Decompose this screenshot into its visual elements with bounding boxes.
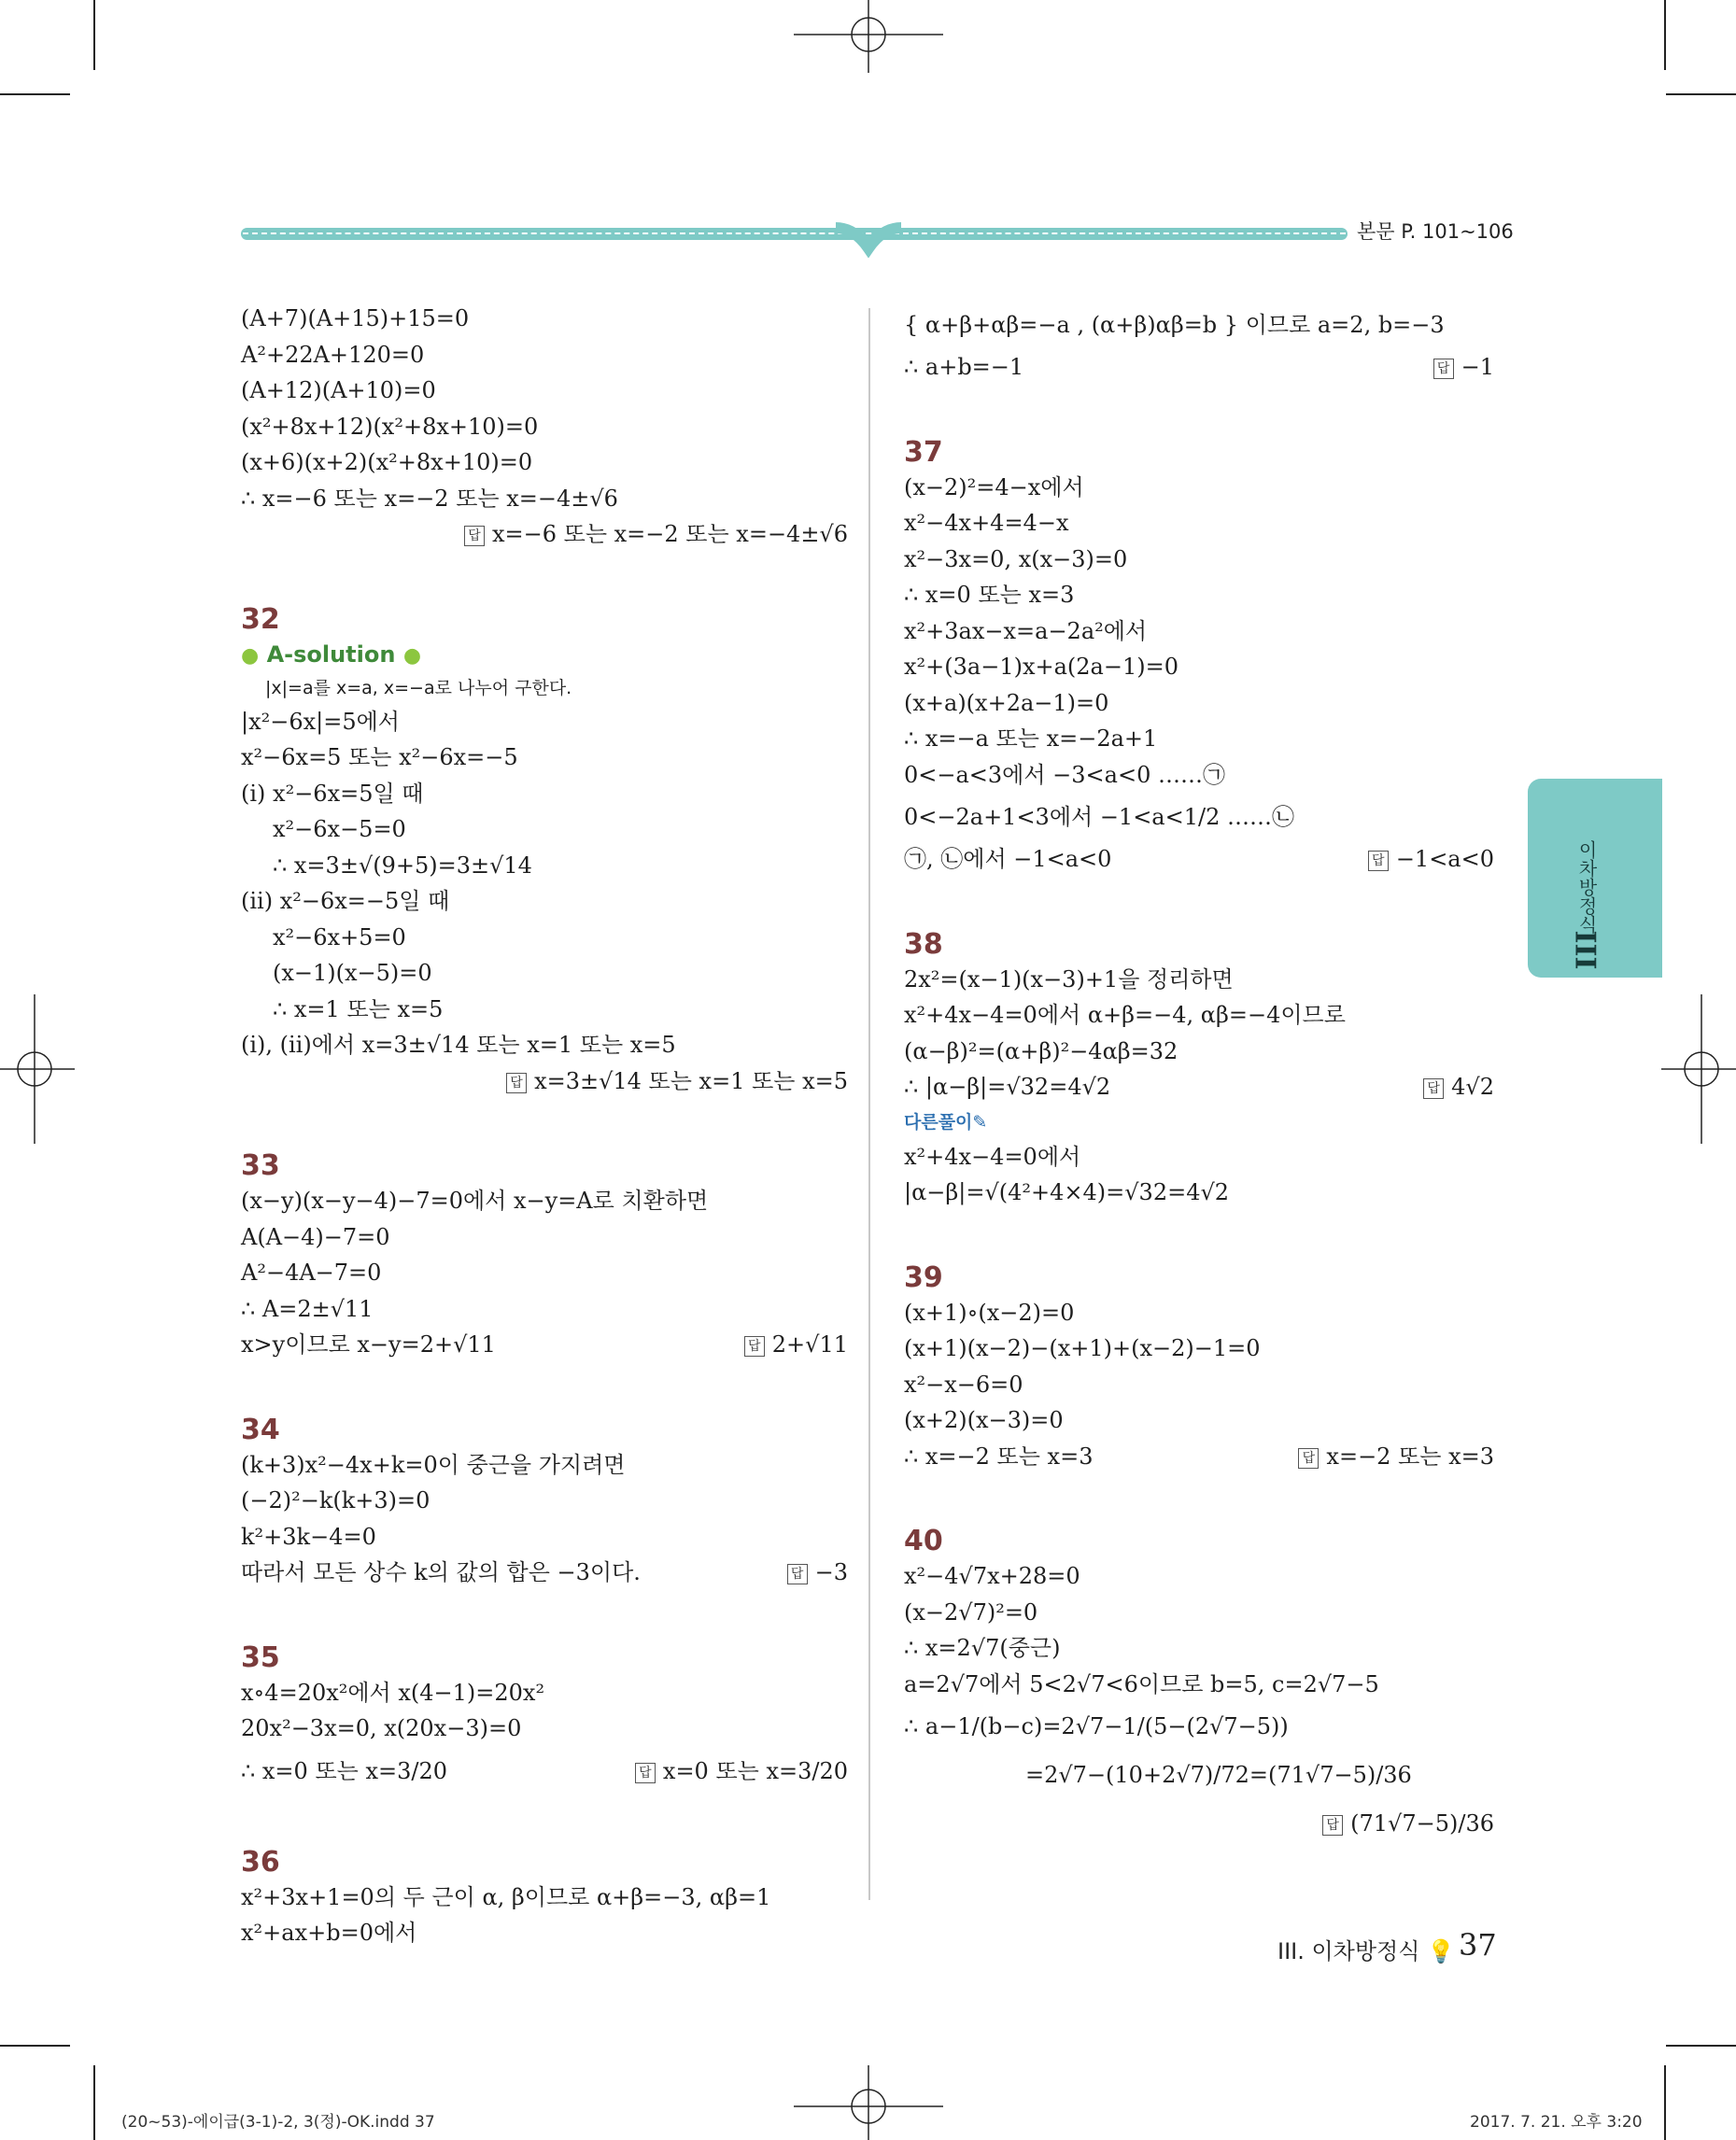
- solution-line: 2x²=(x−1)(x−3)+1을 정리하면: [904, 965, 1234, 993]
- solution-line: ∴ x=−2 또는 x=3 답 x=−2 또는 x=3: [904, 1439, 1494, 1475]
- problem-36-continued: [904, 301, 1494, 386]
- answer-line: [241, 516, 848, 553]
- solution-line: ㉠, ㉡에서 −1<a<0 답 −1<a<0: [904, 841, 1494, 878]
- solution-line: (−2)²−k(k+3)=0: [241, 1487, 430, 1513]
- answer: 답 x=−2 또는 x=3: [1298, 1439, 1494, 1475]
- answer-mark-icon: 답: [1433, 359, 1454, 379]
- problem-32: [241, 603, 848, 1100]
- solution-line: ∴ x=−6 또는 x=−2 또는 x=−4±√6: [241, 485, 618, 512]
- problem-40: [904, 1525, 1494, 1848]
- crop-mark: [0, 2045, 70, 2047]
- solution-line: (x+1)∘(x−2)=0: [904, 1299, 1075, 1326]
- alternative-solution-label: 다른풀이✎: [904, 1111, 988, 1133]
- right-column: [904, 301, 1494, 1898]
- problem-number: 33: [241, 1149, 280, 1182]
- registration-mark-right: [1661, 994, 1736, 1144]
- solution-line: x²+(3a−1)x+a(2a−1)=0: [904, 654, 1179, 680]
- solution-line: (ⅰ) x²−6x=5일 때: [241, 780, 424, 807]
- problem-36: [241, 1846, 848, 1951]
- answer: 답 −1<a<0: [1368, 841, 1494, 878]
- solution-line: ∴ x=3±√(9+5)=3±√14: [273, 852, 532, 879]
- solution-line: (x²+8x+12)(x²+8x+10)=0: [241, 413, 539, 440]
- solution-line: { α+β+αβ=−a , (α+β)αβ=b } 이므로 a=2, b=−3: [904, 312, 1445, 338]
- answer-mark-icon: 답: [1322, 1815, 1343, 1836]
- solution-line: ∴ a−1/(b−c)=2√7−1/(5−(2√7−5)): [904, 1713, 1289, 1739]
- solution-line: x²+ax+b=0에서: [241, 1920, 417, 1946]
- solution-line: (A+12)(A+10)=0: [241, 377, 436, 403]
- problem-35: [241, 1641, 848, 1795]
- solution-line: ∴ |α−β|=√32=4√2 답 4√2: [904, 1069, 1494, 1105]
- print-slug-file: (20~53)-에이급(3-1)-2, 3(정)-OK.indd 37: [121, 2113, 435, 2132]
- header-notch: [836, 220, 901, 258]
- crop-mark: [1664, 0, 1666, 70]
- answer-mark-icon: 답: [635, 1763, 656, 1783]
- chapter-tab-title: 이차방정식: [1575, 840, 1598, 934]
- solution-line: ∴ x=−a 또는 x=−2a+1: [904, 725, 1158, 752]
- bullet-icon: ●: [402, 643, 422, 668]
- solution-line: (x+6)(x+2)(x²+8x+10)=0: [241, 449, 533, 475]
- chapter-tab-roman: III: [1568, 930, 1602, 970]
- answer-mark-icon: 답: [464, 526, 485, 546]
- answer-text: x=3±√14 또는 x=1 또는 x=5: [534, 1067, 848, 1094]
- solution-line: x²−6x+5=0: [273, 923, 406, 950]
- solution-line: x²+4x−4=0에서: [904, 1143, 1081, 1170]
- header-band: [241, 228, 1348, 240]
- problem-31-continued: [241, 301, 848, 553]
- answer: 답 2+√11: [744, 1327, 848, 1363]
- answer-mark-icon: 답: [787, 1564, 808, 1584]
- solution-line: (x−2)²=4−x에서: [904, 473, 1084, 500]
- problem-38: [904, 928, 1494, 1211]
- solution-line: (x+2)(x−3)=0: [904, 1407, 1064, 1433]
- answer: 답 x=0 또는 x=3/20: [635, 1747, 848, 1795]
- solution-line: (x−1)(x−5)=0: [273, 960, 432, 986]
- solution-line: x²−6x=5 또는 x²−6x=−5: [241, 744, 518, 770]
- problem-34: [241, 1414, 848, 1591]
- solution-line: 20x²−3x=0, x(20x−3)=0: [241, 1715, 522, 1741]
- crop-mark: [1666, 93, 1736, 95]
- answer-text: x=−6 또는 x=−2 또는 x=−4±√6: [492, 521, 848, 547]
- solution-hint: |x|=a를 x=a, x=−a로 나누어 구한다.: [265, 677, 572, 698]
- problem-number: 36: [241, 1845, 280, 1879]
- problem-number: 40: [904, 1525, 943, 1557]
- crop-mark: [93, 2065, 95, 2140]
- solution-line: x²−3x=0, x(x−3)=0: [904, 545, 1128, 572]
- problem-number: 35: [241, 1640, 280, 1674]
- problem-39: [904, 1261, 1494, 1475]
- answer-line: [241, 1063, 848, 1100]
- print-slug-date: 2017. 7. 21. 오후 3:20: [1470, 2113, 1643, 2132]
- problem-number: 34: [241, 1413, 280, 1446]
- solution-line: ∴ x=0 또는 x=3/20 답 x=0 또는 x=3/20: [241, 1747, 848, 1795]
- solution-line: ∴ A=2±√11: [241, 1295, 374, 1322]
- problem-number: 37: [904, 435, 943, 469]
- crop-mark: [0, 93, 70, 95]
- answer-line: [904, 1799, 1494, 1848]
- registration-mark-bottom: [794, 2065, 943, 2140]
- problem-number: 32: [241, 602, 280, 636]
- solution-line: (x−2√7)²=0: [904, 1598, 1038, 1626]
- solution-line: (x+a)(x+2a−1)=0: [904, 689, 1109, 716]
- registration-mark-left: [0, 994, 75, 1144]
- left-column: [241, 301, 848, 2002]
- solution-line: 0<−2a+1<3에서 −1<a<1/2 ……㉡: [904, 804, 1294, 830]
- problem-37: [904, 436, 1494, 878]
- solution-line: A²−4A−7=0: [241, 1260, 382, 1286]
- solution-line: a=2√7에서 5<2√7<6이므로 b=5, c=2√7−5: [904, 1670, 1379, 1697]
- answer-text: (71√7−5)/36: [1350, 1810, 1494, 1837]
- answer-mark-icon: 답: [506, 1073, 527, 1093]
- solution-line: (α−β)²=(α+β)²−4αβ=32: [904, 1037, 1179, 1064]
- solution-line: ∴ x=0 또는 x=3: [904, 582, 1075, 608]
- solution-line: (ⅱ) x²−6x=−5일 때: [241, 888, 450, 914]
- lightbulb-icon: 💡: [1427, 1938, 1455, 1964]
- solution-line: x²+3x+1=0의 두 근이 α, β이므로 α+β=−3, αβ=1: [241, 1883, 771, 1910]
- solution-line: =2√7−(10+2√7)/72=(71√7−5)/36: [1025, 1762, 1412, 1788]
- solution-line: ∴ x=2√7(중근): [904, 1635, 1061, 1661]
- problem-number: 38: [904, 927, 943, 961]
- solution-line: x>y이므로 x−y=2+√11 답 2+√11: [241, 1327, 848, 1363]
- page-number: 37: [1459, 1927, 1497, 1963]
- pencil-icon: ✎: [972, 1111, 988, 1133]
- solution-line: x²+3ax−x=a−2a²에서: [904, 617, 1148, 644]
- problem-33: [241, 1149, 848, 1363]
- answer-mark-icon: 답: [1368, 851, 1389, 871]
- solution-line: ∴ a+b=−1 답 −1: [904, 349, 1494, 386]
- solution-line: ∴ x=1 또는 x=5: [273, 995, 444, 1022]
- solution-line: A²+22A+120=0: [241, 341, 425, 368]
- crop-mark: [1666, 2045, 1736, 2047]
- solution-line: (x+1)(x−2)−(x+1)+(x−2)−1=0: [904, 1335, 1261, 1361]
- solution-line: x²+4x−4=0에서 α+β=−4, αβ=−4이므로: [904, 1002, 1346, 1028]
- solution-line: k²+3k−4=0: [241, 1523, 376, 1550]
- solution-line: 0<−a<3에서 −3<a<0 ……㉠: [904, 761, 1225, 788]
- answer: 답 −1: [1433, 349, 1494, 386]
- solution-label: ● A-solution ●: [241, 641, 422, 668]
- solution-line: x∘4=20x²에서 x(4−1)=20x²: [241, 1679, 545, 1706]
- solution-line: (A+7)(A+15)+15=0: [241, 305, 470, 331]
- solution-line: |α−β|=√(4²+4×4)=√32=4√2: [904, 1179, 1230, 1205]
- solution-line: (ⅰ), (ⅱ)에서 x=3±√14 또는 x=1 또는 x=5: [241, 1032, 676, 1058]
- solution-line: (x−y)(x−y−4)−7=0에서 x−y=A로 치환하면: [241, 1188, 709, 1214]
- solution-line: x²−6x−5=0: [273, 816, 406, 842]
- crop-mark: [1664, 2065, 1666, 2140]
- solution-line: x²−4x+4=4−x: [904, 510, 1069, 536]
- answer: 답 −3: [787, 1555, 848, 1591]
- crop-mark: [93, 0, 95, 70]
- solution-line: 따라서 모든 상수 k의 값의 합은 −3이다. 답 −3: [241, 1555, 848, 1591]
- solution-line: x²−x−6=0: [904, 1371, 1023, 1398]
- answer: 답 4√2: [1423, 1069, 1494, 1105]
- solution-line: |x²−6x|=5에서: [241, 708, 400, 735]
- column-divider: [868, 308, 870, 1900]
- answer-mark-icon: 답: [1298, 1448, 1319, 1469]
- solution-line: A(A−4)−7=0: [241, 1223, 390, 1250]
- registration-mark-top: [794, 0, 943, 75]
- solution-line: (k+3)x²−4x+k=0이 중근을 가지려면: [241, 1451, 626, 1478]
- solution-line: x²−4√7x+28=0: [904, 1563, 1080, 1589]
- answer-mark-icon: 답: [744, 1336, 765, 1357]
- answer-mark-icon: 답: [1423, 1078, 1444, 1099]
- page-reference: 본문 P. 101~106: [1357, 220, 1514, 243]
- bullet-icon: ●: [241, 643, 260, 668]
- footer-chapter-title: III. 이차방정식 💡: [1277, 1938, 1455, 1964]
- problem-number: 39: [904, 1260, 943, 1294]
